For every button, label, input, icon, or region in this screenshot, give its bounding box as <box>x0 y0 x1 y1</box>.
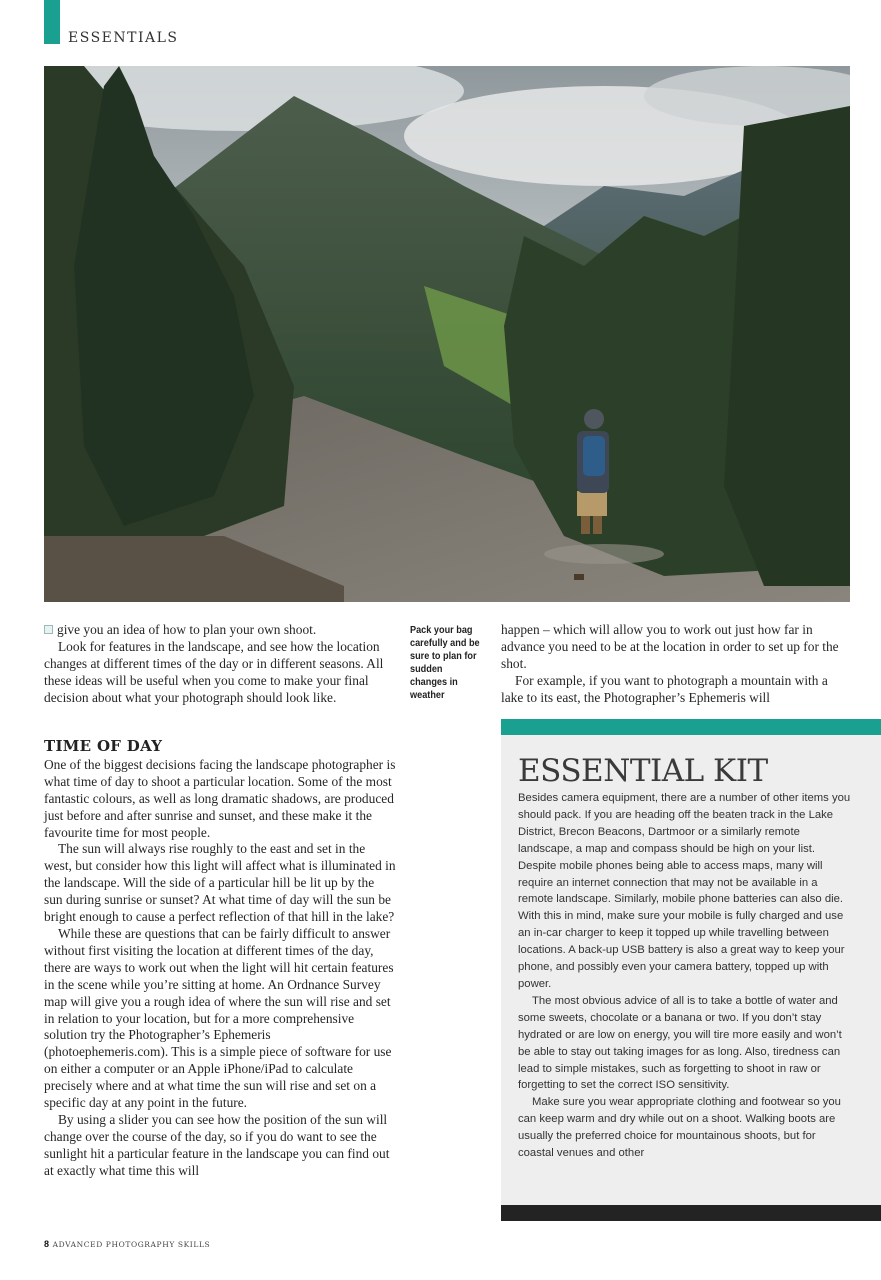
intro-paragraph-1: give you an idea of how to plan your own shoot. <box>44 622 396 639</box>
body-paragraph-4: By using a slider you can see how the position of the sun will change over the course of the day, so if you do want to see the sunlight hit a particular feature in the landscape you can find out at exactly what time this will <box>44 1111 390 1178</box>
body-paragraph-1: One of the biggest decisions facing the landscape photographer is what time of day to shoot a particular location. Some of the most fantastic colours, as well as long dramatic shadows, are produced just before and after sunrise and sunset, and these make it the favourite time for most people. <box>44 756 396 840</box>
kit-paragraph-3: Make sure you wear appropriate clothing and footwear so you can keep warm and dry while out on a shoot. Walking boots are usually the preferred choice for mountainous shoots, but for coastal venues and other <box>518 1096 841 1160</box>
body-paragraph-2: The sun will always rise roughly to the east and set in the west, but consider how this light will affect what is illuminated in the landscape. Will the side of a particular hill be lit up by the sun during sunrise or sunset? At what time of day will the sun be bright enough to cause a perfect reflection of that hill in the lake? <box>44 841 396 925</box>
time-of-day-section <box>44 738 396 1180</box>
kit-box-top-bar <box>501 719 881 735</box>
kit-box-bottom-bar <box>501 1205 881 1221</box>
left-column-intro <box>44 622 396 707</box>
section-tab-marker <box>44 0 60 44</box>
essential-kit-body <box>518 790 853 1162</box>
photo-caption: Pack your bag carefully and be sure to plan for sudden changes in weather <box>410 625 480 701</box>
page-footer <box>44 1239 210 1249</box>
body-paragraph-3: While these are questions that can be fairly difficult to answer without first visiting the location at different times of the day, there are ways to work out when the light will hit certain features in the scene while you’re sitting at home. An Ordnance Survey map will give you a rough idea of where the sun will rise and set in relation to your location, but for a more comprehensive solution try the Photographer’s Ephemeris (photoephemeris.com). This is a simple piece of software for use on either a computer or an Apple iPhone/iPad to calculate precisely where and at what time the sun will rise and set on a specific day at any point in the future. <box>44 925 394 1111</box>
mountain-landscape-image <box>44 66 850 602</box>
hero-photo <box>44 66 850 602</box>
publication-name: ADVANCED PHOTOGRAPHY SKILLS <box>52 1240 211 1249</box>
continuation-marker-icon <box>44 625 53 634</box>
essential-kit-title: ESSENTIAL KIT <box>518 753 768 789</box>
right-paragraph-1: happen – which will allow you to work out just how far in advance you need to be at the location in order to set up for the shot. <box>501 622 839 671</box>
right-column-text <box>501 622 846 707</box>
page-number: 8 <box>44 1239 50 1249</box>
kit-paragraph-2: The most obvious advice of all is to take a bottle of water and some sweets, chocolate or a banana or two. If you don’t stay hydrated or are low on energy, you will tire more easily and won’t be able to stay out taking images for as long. Also, tiredness can lead to simple mistakes, such as forgetting to shoot in raw or forgetting to set the correct ISO sensitivity. <box>518 994 842 1092</box>
section-label: ESSENTIALS <box>68 30 179 46</box>
right-paragraph-2: For example, if you want to photograph a mountain with a lake to its east, the Photographer’s Ephemeris will <box>501 672 828 705</box>
kit-paragraph-1: Besides camera equipment, there are a number of other items you should pack. If you are heading off the beaten track in the Lake District, Brecon Beacons, Dartmoor or a similarly remote landscape, a map and compass should be high on your list. Despite mobile phones being able to access maps, many will require an internet connection that may not be available in a remote landscape. Similarly, mobile phone batteries can also die. With this in mind, make sure your mobile is fully charged and use an in-car charger to keep it topped up while travelling between locations. A back-up USB battery is also a great way to keep your phone, and possibly even your camera battery, topped up with power. <box>518 792 851 990</box>
intro-paragraph-2: Look for features in the landscape, and see how the location changes at different times of the day or in different seasons. All these ideas will be useful when you come to make your final decision about what your photograph should look like. <box>44 638 384 705</box>
section-heading: TIME OF DAY <box>44 737 163 755</box>
